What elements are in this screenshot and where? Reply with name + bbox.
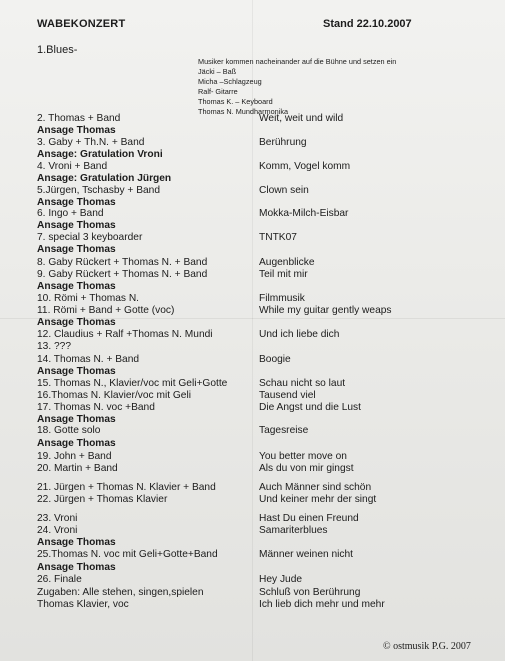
note-line: Thomas K. – Keyboard xyxy=(198,96,273,106)
setlist-row xyxy=(0,232,505,244)
song-title: Filmmusik xyxy=(259,293,305,304)
performers-text: 26. Finale xyxy=(37,574,82,585)
song-title: Die Angst und die Lust xyxy=(259,402,361,413)
performers-text: Ansage Thomas xyxy=(37,537,116,548)
performers-text: 19. John + Band xyxy=(37,451,112,462)
document-date: Stand 22.10.2007 xyxy=(323,18,412,30)
performers-text: 5.Jürgen, Tschasby + Band xyxy=(37,185,160,196)
performers-text: 14. Thomas N. + Band xyxy=(37,354,140,365)
setlist-row xyxy=(0,425,505,437)
note-line: Ralf- Gitarre xyxy=(198,86,238,96)
performers-text: 11. Römi + Band + Gotte (voc) xyxy=(37,305,175,316)
setlist-row xyxy=(0,329,505,341)
setlist-row xyxy=(0,513,505,525)
announcement-row xyxy=(0,366,505,378)
performers-text: Zugaben: Alle stehen, singen,spielen xyxy=(37,587,204,598)
performers-text: Ansage Thomas xyxy=(37,562,116,573)
performers-text: Thomas Klavier, voc xyxy=(37,599,129,610)
setlist-row xyxy=(0,257,505,269)
performers-text: 15. Thomas N., Klavier/voc mit Geli+Gotte xyxy=(37,378,228,389)
setlist-row xyxy=(0,574,505,586)
song-title: Berührung xyxy=(259,137,307,148)
setlist-row xyxy=(0,463,505,475)
song-title: Als du von mir gingst xyxy=(259,463,354,474)
song-title: Teil mit mir xyxy=(259,269,308,280)
performers-text: 2. Thomas + Band xyxy=(37,113,121,124)
setlist-row xyxy=(0,161,505,173)
performers-text: 10. Römi + Thomas N. xyxy=(37,293,140,304)
announcement-row xyxy=(0,220,505,232)
setlist-row xyxy=(0,587,505,599)
announcement-row xyxy=(0,281,505,293)
song-title: Auch Männer sind schön xyxy=(259,482,372,493)
setlist-row xyxy=(0,390,505,402)
opening-item: 1.Blues- xyxy=(37,44,78,56)
setlist-row xyxy=(0,269,505,281)
performers-text: 3. Gaby + Th.N. + Band xyxy=(37,137,145,148)
song-title: Mokka-Milch-Eisbar xyxy=(259,208,349,219)
song-title: Männer weinen nicht xyxy=(259,549,354,560)
setlist-row xyxy=(0,293,505,305)
setlist-row xyxy=(0,113,505,125)
announcement-row xyxy=(0,244,505,256)
performers-text: Ansage: Gratulation Jürgen xyxy=(37,173,172,184)
announcement-row xyxy=(0,173,505,185)
performers-text: 16.Thomas N. Klavier/voc mit Geli xyxy=(37,390,191,401)
setlist-row xyxy=(0,599,505,611)
setlist-row xyxy=(0,378,505,390)
song-title: Samariterblues xyxy=(259,525,328,536)
performers-text: Ansage Thomas xyxy=(37,317,116,328)
note-line: Micha –Schlagzeug xyxy=(198,76,262,86)
performers-text: Ansage Thomas xyxy=(37,438,116,449)
performers-text: 25.Thomas N. voc mit Geli+Gotte+Band xyxy=(37,549,218,560)
setlist-row xyxy=(0,549,505,561)
song-title: Komm, Vogel komm xyxy=(259,161,351,172)
performers-text: Ansage Thomas xyxy=(37,244,116,255)
note-line: Jäcki – Baß xyxy=(198,66,237,76)
performers-text: Ansage Thomas xyxy=(37,125,116,136)
setlist-row xyxy=(0,208,505,220)
performers-text: 18. Gotte solo xyxy=(37,425,101,436)
performers-text: Ansage Thomas xyxy=(37,414,116,425)
announcement-row xyxy=(0,125,505,137)
setlist-row xyxy=(0,482,505,494)
performers-text: 9. Gaby Rückert + Thomas N. + Band xyxy=(37,269,208,280)
performers-text: 4. Vroni + Band xyxy=(37,161,108,172)
document-title: WABEKONZERT xyxy=(37,18,126,30)
setlist-row xyxy=(0,137,505,149)
setlist-row xyxy=(0,402,505,414)
performers-text: Ansage Thomas xyxy=(37,220,116,231)
performers-text: 23. Vroni xyxy=(37,513,78,524)
performers-text: 12. Claudius + Ralf +Thomas N. Mundi xyxy=(37,329,213,340)
song-title: Clown sein xyxy=(259,185,309,196)
song-title: Und ich liebe dich xyxy=(259,329,340,340)
performers-text: Ansage: Gratulation Vroni xyxy=(37,149,163,160)
song-title: Ich lieb dich mehr und mehr xyxy=(259,599,385,610)
performers-text: Ansage Thomas xyxy=(37,197,116,208)
song-title: While my guitar gently weaps xyxy=(259,305,392,316)
song-title: Augenblicke xyxy=(259,257,315,268)
announcement-row xyxy=(0,438,505,450)
setlist-row xyxy=(0,451,505,463)
performers-text: 17. Thomas N. voc +Band xyxy=(37,402,155,413)
setlist-row xyxy=(0,494,505,506)
performers-text: 13. ??? xyxy=(37,341,71,352)
song-title: Hast Du einen Freund xyxy=(259,513,359,524)
setlist-row xyxy=(0,185,505,197)
song-title: Hey Jude xyxy=(259,574,303,585)
song-title: Und keiner mehr der singt xyxy=(259,494,377,505)
performers-text: 6. Ingo + Band xyxy=(37,208,104,219)
performers-text: 7. special 3 keyboarder xyxy=(37,232,143,243)
performers-text: 8. Gaby Rückert + Thomas N. + Band xyxy=(37,257,208,268)
song-title: Tausend viel xyxy=(259,390,316,401)
performers-text: Ansage Thomas xyxy=(37,281,116,292)
setlist-row xyxy=(0,305,505,317)
note-line: Musiker kommen nacheinander auf die Bühne und setzen ein xyxy=(198,57,397,66)
song-title: Schau nicht so laut xyxy=(259,378,346,389)
song-title: You better move on xyxy=(259,451,347,462)
performers-text: Ansage Thomas xyxy=(37,366,116,377)
performers-text: 24. Vroni xyxy=(37,525,78,536)
song-title: Schluß von Berührung xyxy=(259,587,361,598)
performers-text: 21. Jürgen + Thomas N. Klavier + Band xyxy=(37,482,216,493)
announcement-row xyxy=(0,562,505,574)
performers-text: 22. Jürgen + Thomas Klavier xyxy=(37,494,168,505)
song-title: Boogie xyxy=(259,354,291,365)
note-line: Thomas N. Mundharmonika xyxy=(198,106,289,116)
copyright-notice: © ostmusik P.G. 2007 xyxy=(383,641,471,652)
performers-text: 20. Martin + Band xyxy=(37,463,118,474)
setlist-row xyxy=(0,525,505,537)
song-title: Tagesreise xyxy=(259,425,309,436)
setlist-row xyxy=(0,341,505,353)
setlist-row xyxy=(0,354,505,366)
musician-note xyxy=(198,57,396,116)
song-title: Weit, weit und wild xyxy=(259,113,344,124)
announcement-row xyxy=(0,317,505,329)
announcement-row xyxy=(0,149,505,161)
song-title: TNTK07 xyxy=(259,232,297,243)
announcement-row xyxy=(0,537,505,549)
